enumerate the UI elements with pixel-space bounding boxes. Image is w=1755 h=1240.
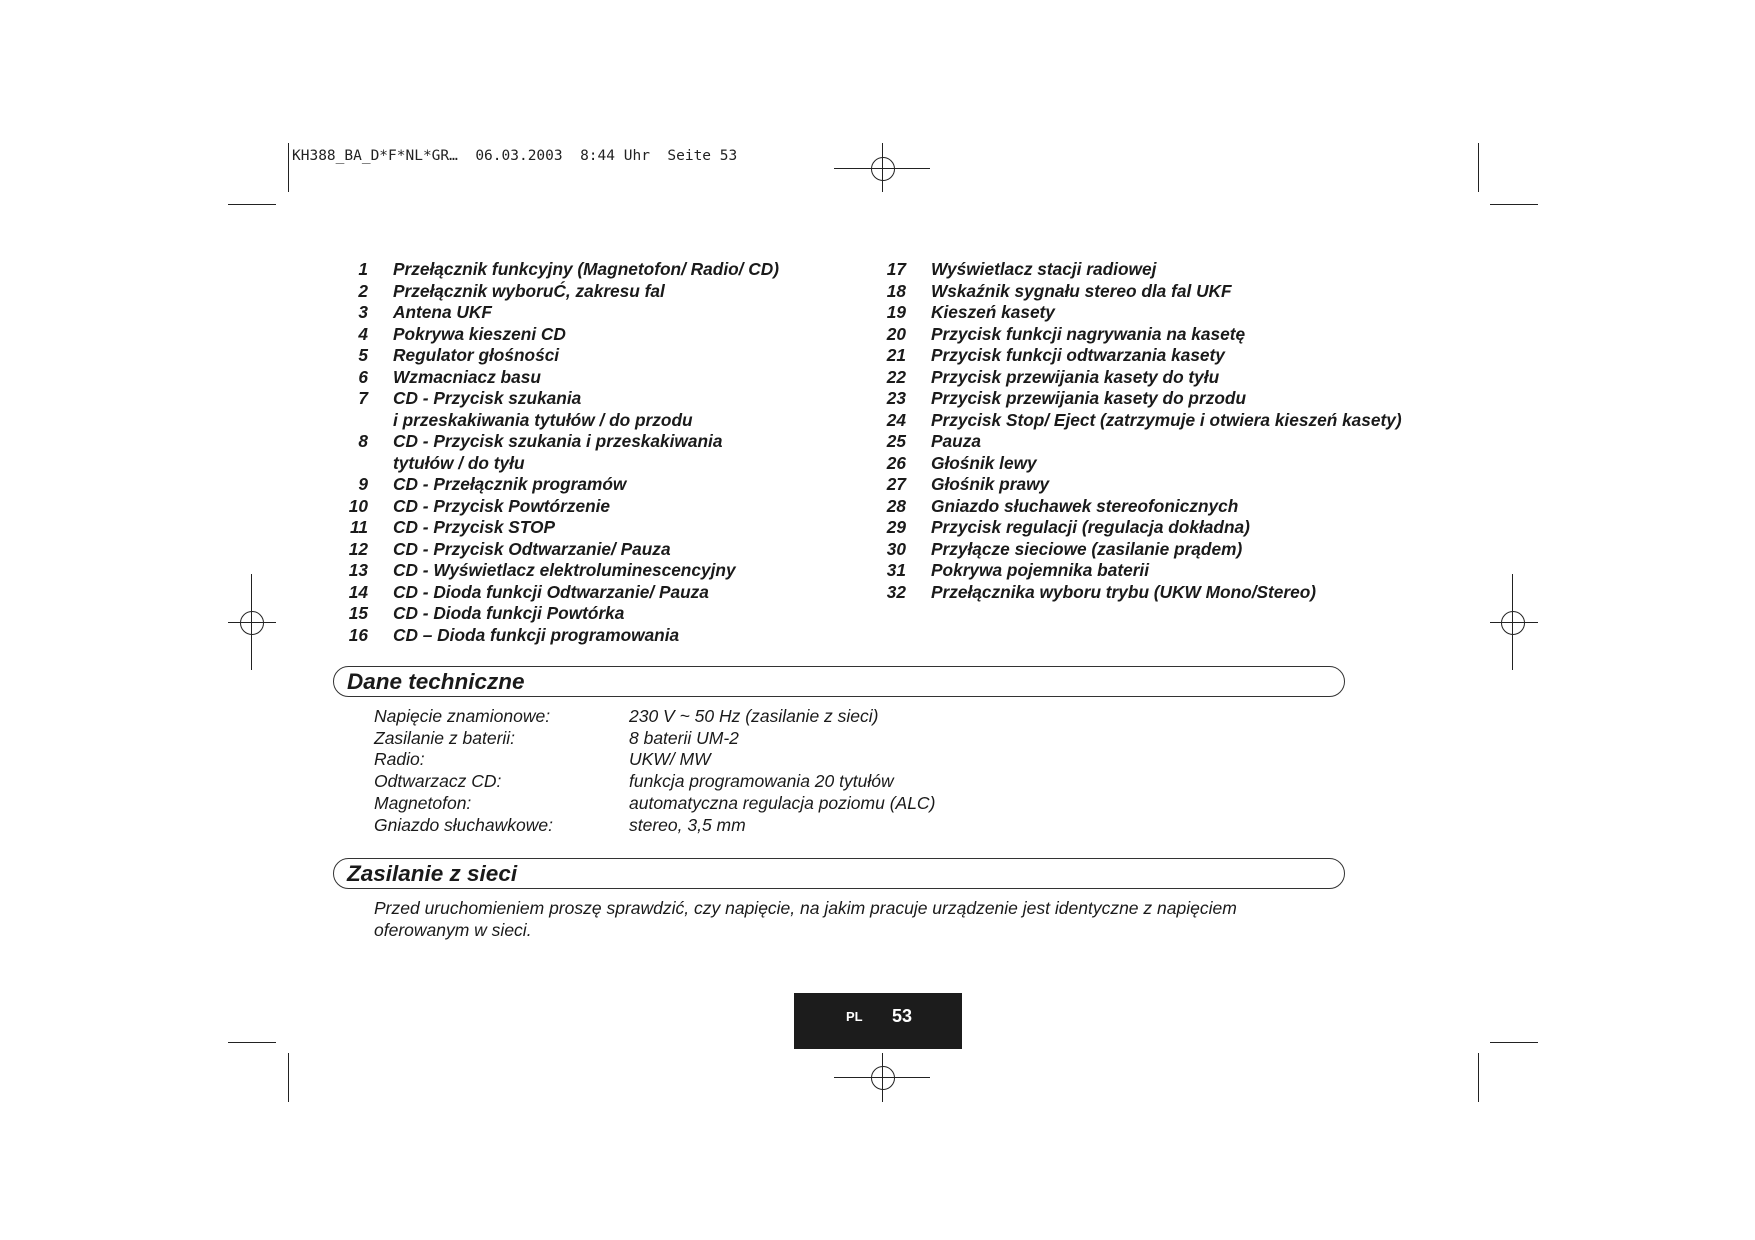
part-number: 14 bbox=[348, 581, 368, 602]
part-number: 23 bbox=[886, 388, 906, 408]
part-label: CD – Dioda funkcji programowania bbox=[393, 624, 680, 645]
part-label: CD - Przycisk Powtórzenie bbox=[393, 495, 611, 516]
part-number: 28 bbox=[886, 495, 906, 516]
part-number: 19 bbox=[886, 302, 906, 322]
spec-label: Radio: bbox=[374, 749, 425, 770]
part-label: Przełącznik wyboruĆ, zakresu fal bbox=[393, 280, 665, 301]
part-item bbox=[872, 324, 1402, 346]
registration-circle-icon bbox=[1501, 611, 1525, 635]
part-number: 27 bbox=[886, 474, 906, 494]
part-item bbox=[334, 410, 779, 432]
part-number: 8 bbox=[358, 431, 368, 451]
part-number: 21 bbox=[886, 345, 906, 365]
part-label: CD - Przycisk szukania bbox=[393, 388, 582, 408]
crop-mark bbox=[288, 143, 289, 192]
part-number: 10 bbox=[348, 495, 368, 516]
part-label: Przycisk funkcji odtwarzania kasety bbox=[931, 345, 1225, 365]
part-number: 3 bbox=[358, 302, 368, 322]
part-item bbox=[334, 281, 779, 303]
registration-circle-icon bbox=[240, 611, 264, 635]
part-item bbox=[334, 603, 779, 625]
part-number: 32 bbox=[886, 581, 906, 602]
spec-value: UKW/ MW bbox=[629, 749, 711, 770]
part-item bbox=[334, 388, 779, 410]
part-item bbox=[334, 539, 779, 561]
part-number: 25 bbox=[886, 431, 906, 451]
part-number: 24 bbox=[886, 409, 906, 430]
part-number: 12 bbox=[348, 538, 368, 559]
parts-list-left bbox=[334, 259, 779, 646]
part-number: 1 bbox=[358, 259, 368, 279]
part-item bbox=[334, 259, 779, 281]
part-label: Głośnik prawy bbox=[931, 474, 1050, 494]
part-label: Wskaźnik sygnału stereo dla fal UKF bbox=[931, 280, 1232, 301]
part-label: CD - Wyświetlacz elektroluminescencyjny bbox=[393, 560, 736, 580]
page-number-tab bbox=[794, 993, 962, 1049]
spec-value: 8 baterii UM-2 bbox=[629, 727, 739, 748]
spec-row bbox=[374, 793, 935, 815]
part-number: 11 bbox=[350, 517, 368, 537]
page-number: 53 bbox=[892, 1006, 913, 1026]
part-label: Głośnik lewy bbox=[931, 452, 1037, 473]
part-label: Przycisk regulacji (regulacja dokładna) bbox=[931, 517, 1250, 537]
part-item bbox=[872, 259, 1402, 281]
part-label: Przycisk funkcji nagrywania na kasetę bbox=[931, 323, 1246, 344]
part-item bbox=[872, 560, 1402, 582]
part-label: Przycisk przewijania kasety do przodu bbox=[931, 388, 1247, 408]
part-item bbox=[872, 474, 1402, 496]
spec-value: funkcja programowania 20 tytułów bbox=[629, 771, 894, 792]
part-number: 13 bbox=[348, 560, 368, 580]
spec-label: Gniazdo słuchawkowe: bbox=[374, 814, 553, 835]
part-number: 26 bbox=[886, 452, 906, 473]
part-number: 18 bbox=[886, 280, 906, 301]
crop-mark bbox=[1490, 204, 1538, 205]
part-label: i przeskakiwania tytułów / do przodu bbox=[393, 409, 693, 430]
crop-mark bbox=[288, 1053, 289, 1102]
part-item bbox=[334, 582, 779, 604]
printer-slug: KH388_BA_D*F*NL*GR… 06.03.2003 8:44 Uhr Seite 53 bbox=[292, 148, 738, 164]
paragraph-line: Przed uruchomieniem proszę sprawdzić, czy napięcie, na jakim pracuje urządzenie jest identyczne z napięciem bbox=[374, 898, 1237, 918]
part-number: 16 bbox=[348, 624, 368, 645]
section-title: Dane techniczne bbox=[347, 669, 525, 694]
spec-row bbox=[374, 749, 935, 771]
part-item bbox=[334, 431, 779, 453]
part-item bbox=[334, 474, 779, 496]
spec-label: Napięcie znamionowe: bbox=[374, 706, 551, 726]
part-label: Wyświetlacz stacji radiowej bbox=[931, 259, 1157, 279]
part-label: Pokrywa kieszeni CD bbox=[393, 323, 566, 344]
spec-value: automatyczna regulacja poziomu (ALC) bbox=[629, 792, 936, 813]
part-item bbox=[872, 302, 1402, 324]
part-label: Przycisk Stop/ Eject (zatrzymuje i otwiera kieszeń kasety) bbox=[931, 409, 1402, 430]
section-header-tech bbox=[333, 666, 1345, 697]
part-item bbox=[872, 388, 1402, 410]
part-item bbox=[872, 539, 1402, 561]
part-number: 20 bbox=[886, 323, 906, 344]
part-label: Kieszeń kasety bbox=[931, 302, 1055, 322]
part-label: Antena UKF bbox=[393, 302, 492, 322]
spec-table bbox=[374, 706, 935, 836]
part-label: CD - Przycisk szukania i przeskakiwania bbox=[393, 431, 723, 451]
part-number bbox=[334, 410, 368, 432]
part-number: 30 bbox=[886, 538, 906, 559]
part-item bbox=[872, 517, 1402, 539]
crop-mark bbox=[1478, 143, 1479, 192]
part-item bbox=[872, 345, 1402, 367]
spec-value: 230 V ~ 50 Hz (zasilanie z sieci) bbox=[629, 706, 879, 726]
part-number: 31 bbox=[886, 560, 906, 580]
part-number: 22 bbox=[886, 366, 906, 387]
part-number: 7 bbox=[358, 388, 368, 408]
part-item bbox=[334, 496, 779, 518]
spec-label: Zasilanie z baterii: bbox=[374, 727, 516, 748]
part-item bbox=[334, 324, 779, 346]
part-item bbox=[334, 625, 779, 647]
mains-paragraph bbox=[374, 898, 1324, 941]
part-number: 6 bbox=[358, 366, 368, 387]
spec-row bbox=[374, 706, 935, 728]
part-label: Pauza bbox=[931, 431, 981, 451]
part-item bbox=[334, 345, 779, 367]
crop-mark bbox=[228, 1042, 276, 1043]
part-item bbox=[872, 410, 1402, 432]
part-label: CD - Przycisk STOP bbox=[393, 517, 555, 537]
part-label: Pokrywa pojemnika baterii bbox=[931, 560, 1150, 580]
part-item bbox=[334, 517, 779, 539]
registration-circle-icon bbox=[871, 157, 895, 181]
part-number: 9 bbox=[358, 474, 368, 494]
part-label: CD - Przycisk Odtwarzanie/ Pauza bbox=[393, 538, 671, 559]
spec-label: Magnetofon: bbox=[374, 792, 472, 813]
part-item bbox=[334, 302, 779, 324]
spec-label: Odtwarzacz CD: bbox=[374, 771, 502, 792]
part-label: Gniazdo słuchawek stereofonicznych bbox=[931, 495, 1239, 516]
part-number: 5 bbox=[358, 345, 368, 365]
part-item bbox=[872, 453, 1402, 475]
part-label: Przełącznika wyboru trybu (UKW Mono/Stereo) bbox=[931, 581, 1317, 602]
part-item bbox=[872, 582, 1402, 604]
paragraph-line: oferowanym w sieci. bbox=[374, 919, 532, 940]
part-label: Przełącznik funkcyjny (Magnetofon/ Radio/ CD) bbox=[393, 259, 779, 279]
crop-mark bbox=[1478, 1053, 1479, 1102]
spec-row bbox=[374, 771, 935, 793]
part-label: Wzmacniacz basu bbox=[393, 366, 541, 387]
part-label: Przycisk przewijania kasety do tyłu bbox=[931, 366, 1220, 387]
section-title: Zasilanie z sieci bbox=[347, 861, 518, 886]
part-number: 17 bbox=[886, 259, 906, 279]
part-item bbox=[872, 431, 1402, 453]
section-header-mains bbox=[333, 858, 1345, 889]
part-label: tytułów / do tyłu bbox=[393, 452, 525, 473]
part-label: CD - Przełącznik programów bbox=[393, 474, 627, 494]
part-number: 29 bbox=[886, 517, 906, 537]
part-number: 2 bbox=[358, 280, 368, 301]
part-item bbox=[334, 560, 779, 582]
part-number: 15 bbox=[348, 603, 368, 623]
part-label: Przyłącze sieciowe (zasilanie prądem) bbox=[931, 538, 1243, 559]
parts-list-right bbox=[872, 259, 1402, 603]
crop-mark bbox=[1490, 1042, 1538, 1043]
crop-mark bbox=[228, 204, 276, 205]
part-number: 4 bbox=[358, 323, 368, 344]
spec-value: stereo, 3,5 mm bbox=[629, 814, 746, 835]
spec-row bbox=[374, 728, 935, 750]
registration-circle-icon bbox=[871, 1066, 895, 1090]
part-number bbox=[334, 453, 368, 475]
part-item bbox=[872, 367, 1402, 389]
part-item bbox=[872, 496, 1402, 518]
part-item bbox=[872, 281, 1402, 303]
part-label: Regulator głośności bbox=[393, 345, 560, 365]
part-item bbox=[334, 453, 779, 475]
part-item bbox=[334, 367, 779, 389]
part-label: CD - Dioda funkcji Powtórka bbox=[393, 603, 625, 623]
part-label: CD - Dioda funkcji Odtwarzanie/ Pauza bbox=[393, 581, 709, 602]
spec-row bbox=[374, 815, 935, 837]
language-code: PL bbox=[846, 1009, 863, 1024]
